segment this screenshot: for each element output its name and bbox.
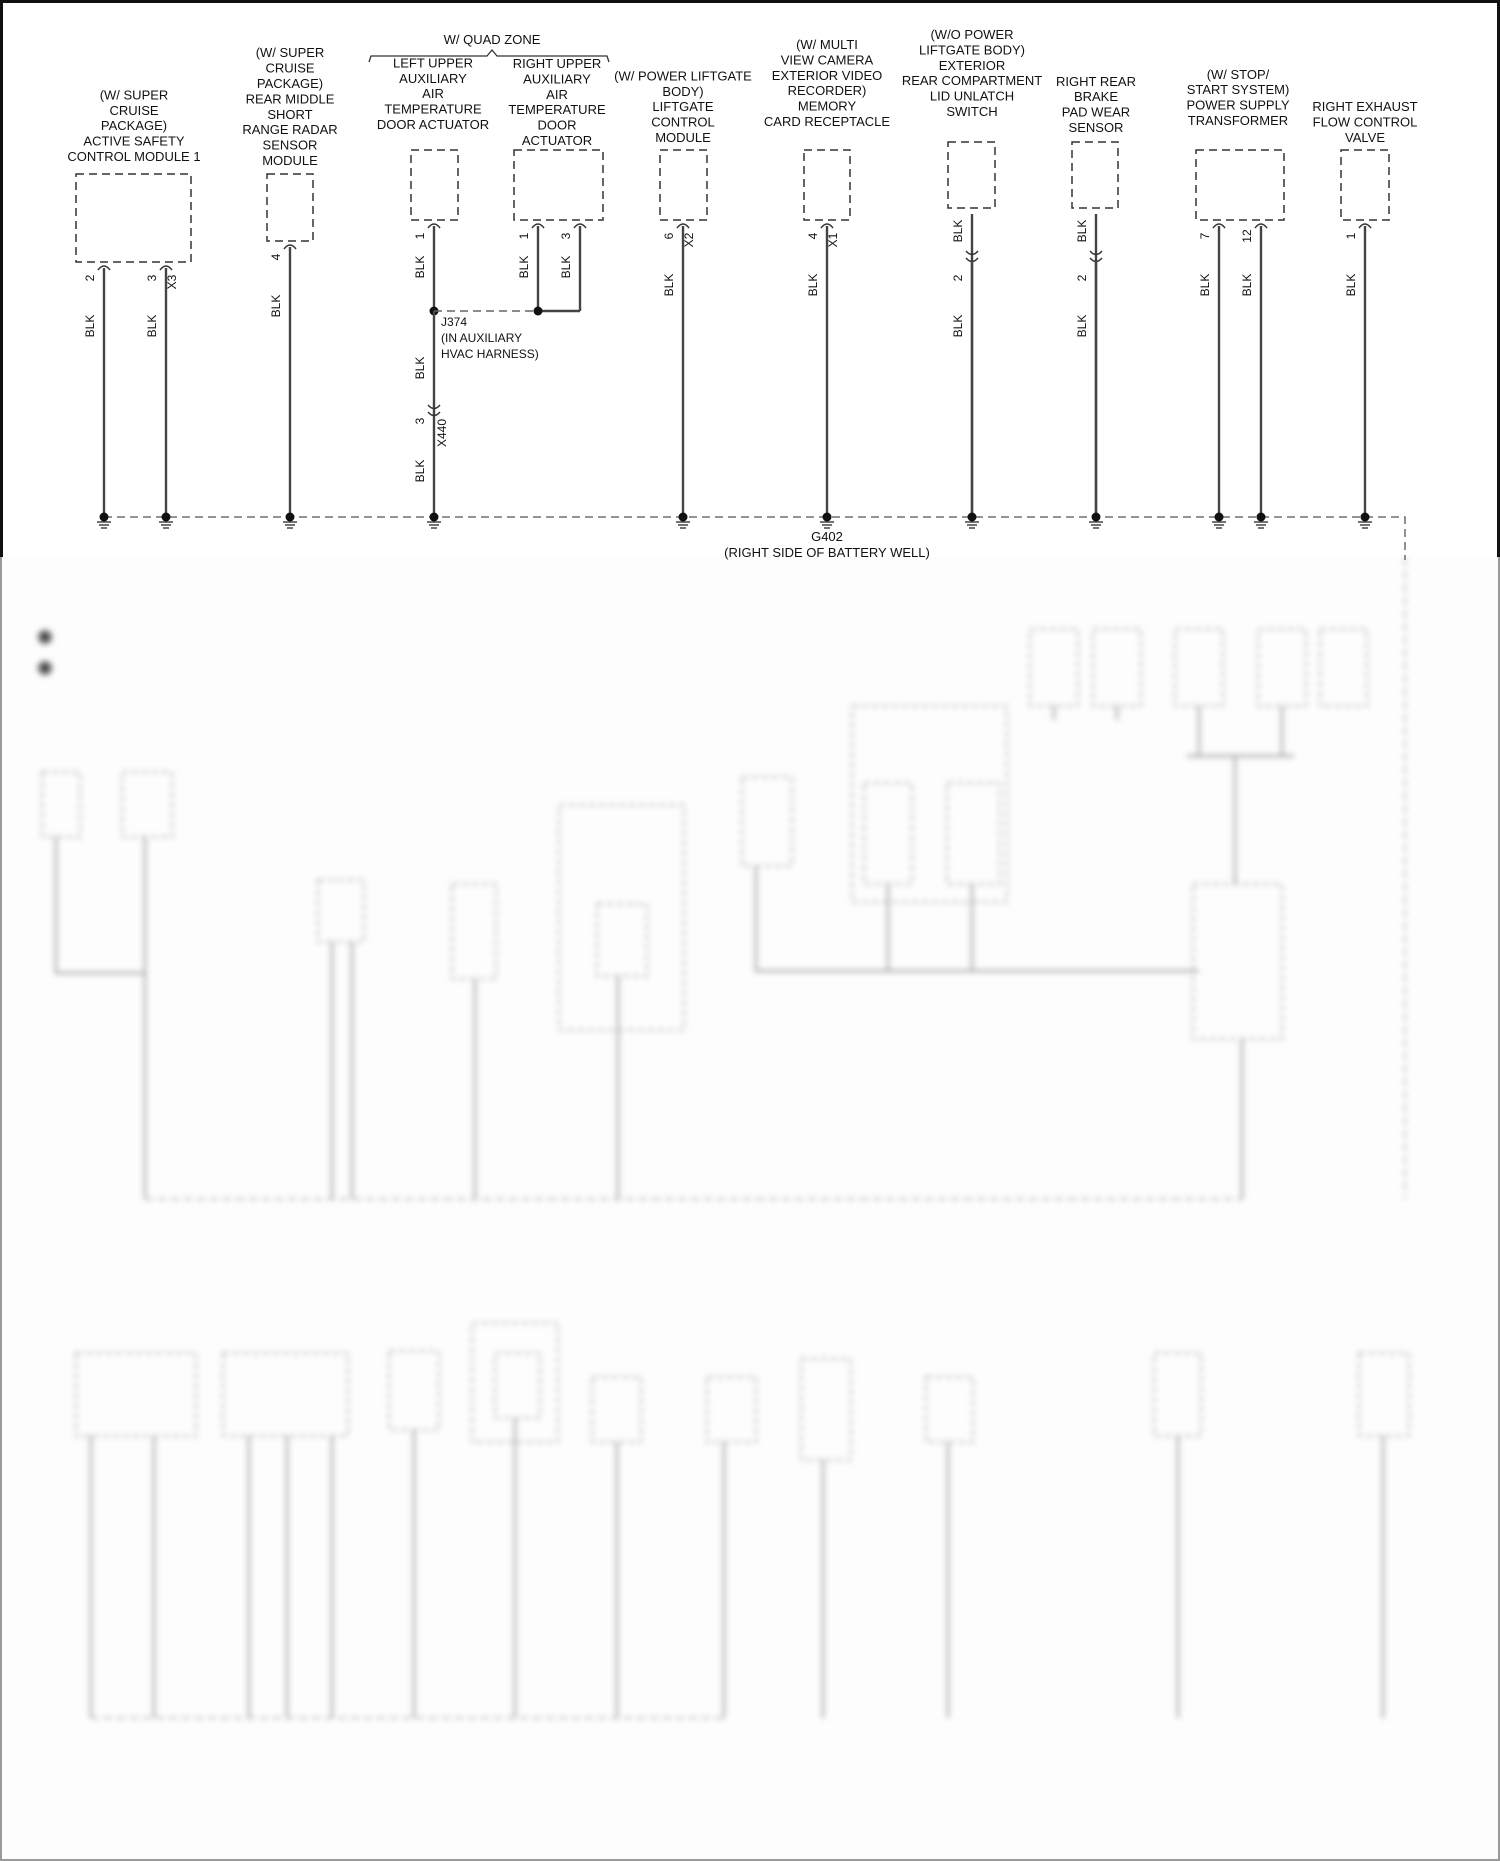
wire-color-label: BLK <box>1075 219 1089 243</box>
component-label-line: LEFT UPPER <box>393 55 473 71</box>
pin-wire <box>806 224 840 517</box>
component-label-line: POWER SUPPLY <box>1186 97 1290 113</box>
pin-wire <box>1075 214 1102 517</box>
component-label-line: EXTERIOR <box>938 57 1006 73</box>
component-label-line: AUXILIARY <box>523 71 591 87</box>
wire-color-label: BLK <box>951 219 965 243</box>
connector-id: X2 <box>682 232 696 248</box>
ground-icon <box>427 513 441 529</box>
ground-icon <box>676 513 690 529</box>
component-label-line: TEMPERATURE <box>508 102 606 118</box>
component-label-line: CONTROL MODULE 1 <box>67 149 201 164</box>
component-label-line: ACTUATOR <box>521 133 593 148</box>
wire-color-label: BLK <box>413 459 427 483</box>
wire-color-label: BLK <box>1075 314 1089 338</box>
component-label-line: CONTROL <box>651 114 715 130</box>
component-label-line: LIFTGATE BODY) <box>919 42 1025 58</box>
component-label-line: RECORDER) <box>787 83 867 99</box>
component-label-line: ACTIVE SAFETY <box>83 133 185 149</box>
component-label-line: (W/ SUPER <box>255 45 325 61</box>
splice-dot <box>534 307 543 316</box>
ground-icon <box>159 513 173 529</box>
component-box[interactable] <box>804 150 850 220</box>
pin-wire <box>1240 224 1267 517</box>
pin-wire <box>951 214 978 517</box>
component-label-line: (W/O POWER <box>930 27 1014 42</box>
component-label-line: RIGHT UPPER <box>512 56 602 71</box>
component-box[interactable] <box>514 150 603 220</box>
component-9[interactable] <box>1186 67 1289 517</box>
component-box[interactable] <box>411 150 458 220</box>
pin-wire <box>145 266 179 517</box>
component-label-line: (W/ POWER LIFTGATE <box>614 68 752 84</box>
component-1[interactable] <box>67 87 200 517</box>
component-label-line: VIEW CAMERA <box>780 52 874 68</box>
component-label-line: LID UNLATCH <box>929 88 1015 104</box>
component-box[interactable] <box>1341 150 1389 220</box>
component-label-line: CRUISE <box>109 102 159 118</box>
pin-wire <box>1198 224 1225 517</box>
pin-number: 3 <box>559 232 573 240</box>
component-label-line: PAD WEAR <box>1061 104 1131 120</box>
wire-color-label: BLK <box>1344 273 1358 297</box>
component-10[interactable] <box>1312 99 1417 517</box>
pin-number: 3 <box>413 417 427 425</box>
pin-number: 4 <box>806 232 820 240</box>
component-label-line: TRANSFORMER <box>1187 113 1289 128</box>
component-4[interactable] <box>508 56 606 316</box>
pin-number: 12 <box>1240 229 1254 243</box>
pin-number: 6 <box>662 232 676 240</box>
component-label-line: CARD RECEPTACLE <box>763 114 891 129</box>
connector-id: X3 <box>165 274 179 290</box>
wire-color-label: BLK <box>951 314 965 338</box>
pin-number: 4 <box>269 253 283 261</box>
component-6[interactable] <box>764 37 891 517</box>
component-7[interactable] <box>902 27 1042 517</box>
pin-number: 2 <box>1075 274 1089 282</box>
component-label-line: SENSOR <box>262 137 318 153</box>
component-3[interactable] <box>377 55 538 517</box>
splice-id: J374 <box>441 315 468 329</box>
splice-location-line-1: (IN AUXILIARY <box>441 331 523 345</box>
splice-location-line-2: HVAC HARNESS) <box>441 347 539 361</box>
component-label-line: DOOR ACTUATOR <box>376 117 490 132</box>
pin-wire <box>1344 224 1371 517</box>
component-label-line: (W/ MULTI <box>796 37 858 52</box>
quad-zone-group-label: W/ QUAD ZONE <box>443 32 541 47</box>
component-label-line: SHORT <box>267 106 313 122</box>
component-label-line: TEMPERATURE <box>384 101 482 117</box>
pin-wire <box>517 224 544 311</box>
pin-number: 2 <box>83 274 97 282</box>
wire-color-label: BLK <box>269 294 283 318</box>
pin-number: 3 <box>145 274 159 282</box>
component-label-line: (W/ STOP/ <box>1206 66 1270 82</box>
wire-color-label: BLK <box>1240 273 1254 297</box>
pin-number: 2 <box>951 274 965 282</box>
ground-icon <box>1254 513 1268 529</box>
component-label-line: AIR <box>546 86 568 102</box>
component-label-line: RANGE RADAR <box>242 122 338 138</box>
ground-icon <box>97 513 111 529</box>
component-8[interactable] <box>1056 74 1136 517</box>
pin-number: 7 <box>1198 232 1212 240</box>
ground-icon <box>1358 513 1372 529</box>
ground-icon <box>1212 513 1226 529</box>
component-label-line: AIR <box>422 86 444 102</box>
component-2[interactable] <box>242 45 337 517</box>
pin-number: 1 <box>413 232 427 240</box>
ground-icon <box>820 513 834 529</box>
wire-color-label: BLK <box>145 314 159 338</box>
component-label-line: AUXILIARY <box>399 70 467 86</box>
component-label-line: DOOR <box>537 117 577 133</box>
wire-color-label: BLK <box>559 255 573 279</box>
component-label-line: REAR MIDDLE <box>245 91 335 107</box>
component-5[interactable] <box>614 68 752 517</box>
component-label-line: FLOW CONTROL <box>1312 114 1418 130</box>
wire-color-label: BLK <box>662 273 676 297</box>
wire-color-label: BLK <box>83 314 97 338</box>
component-box[interactable] <box>76 174 191 262</box>
component-label-line: MODULE <box>655 130 711 145</box>
component-label-line: (W/ SUPER <box>99 87 169 103</box>
component-label-line: LIFTGATE <box>652 99 714 115</box>
component-label-line: MODULE <box>262 153 318 168</box>
wire-color-label: BLK <box>806 273 820 297</box>
component-label-line: REAR COMPARTMENT <box>901 73 1043 89</box>
ground-icon <box>1089 513 1103 529</box>
component-label-line: PACKAGE) <box>256 76 324 91</box>
component-label-line: RIGHT REAR <box>1056 73 1136 89</box>
component-label-line: SWITCH <box>946 104 998 119</box>
component-label-line: START SYSTEM) <box>1186 82 1290 98</box>
component-label-line: BRAKE <box>1073 89 1119 105</box>
component-box[interactable] <box>660 150 707 220</box>
connector-id: X440 <box>435 418 449 448</box>
component-label-line: BODY) <box>662 83 704 99</box>
component-box[interactable] <box>1196 150 1284 220</box>
pin-number: 1 <box>1344 232 1358 240</box>
component-label-line: MEMORY <box>797 98 857 114</box>
component-box[interactable] <box>267 174 313 241</box>
pin-wire <box>662 224 696 517</box>
pin-wire <box>413 224 440 311</box>
ground-id: G402 <box>811 529 843 544</box>
ground-icon <box>965 513 979 529</box>
component-label-line: EXTERIOR VIDEO <box>771 67 883 83</box>
pin-wire <box>83 266 110 517</box>
component-box[interactable] <box>1072 142 1118 208</box>
pin-number: 1 <box>517 232 531 240</box>
component-label-line: SENSOR <box>1068 120 1124 135</box>
wire-color-label: BLK <box>517 255 531 279</box>
wire-color-label: BLK <box>413 255 427 279</box>
component-label-line: PACKAGE) <box>100 118 168 134</box>
component-label-line: RIGHT EXHAUST <box>1312 99 1418 115</box>
ground-location: (RIGHT SIDE OF BATTERY WELL) <box>724 545 930 560</box>
ground-icon <box>283 513 297 529</box>
pin-wire <box>559 224 586 311</box>
wire-color-label: BLK <box>1198 273 1212 297</box>
wire-color-label: BLK <box>413 356 427 380</box>
ground-distribution-schematic <box>0 0 1500 560</box>
component-label-line: CRUISE <box>265 60 315 76</box>
connector-id: X1 <box>826 232 840 248</box>
component-box[interactable] <box>948 142 995 208</box>
component-label-line: VALVE <box>1345 130 1385 145</box>
pin-wire <box>269 245 296 517</box>
